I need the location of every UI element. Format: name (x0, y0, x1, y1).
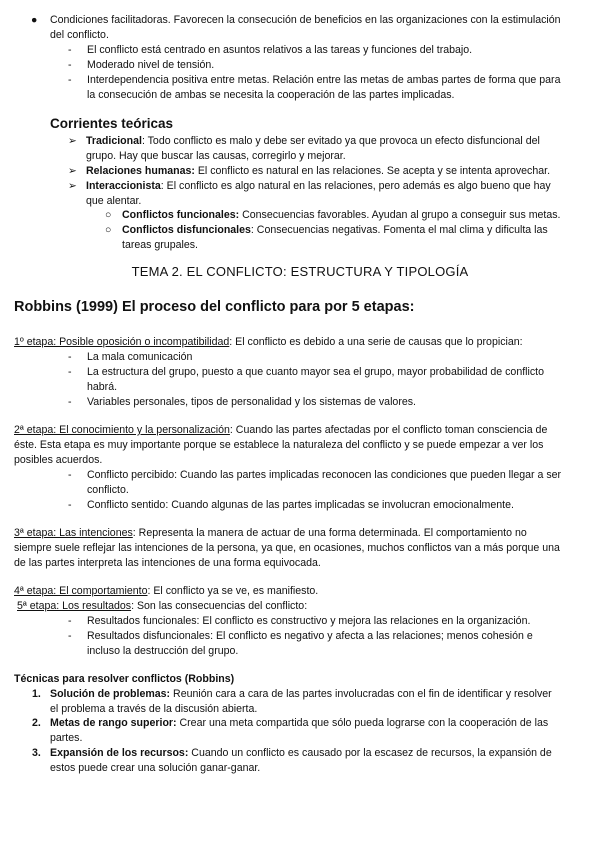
section-heading: Técnicas para resolver conflictos (Robbins) (14, 673, 235, 685)
paragraph-line (14, 526, 527, 541)
list-item (122, 208, 560, 223)
list-item: Conflicto sentido: Cuando algunas de las partes implicadas se involucran emocionalmente. (87, 499, 514, 511)
list-item: Resultados funcionales: El conflicto es constructivo y mejora las relaciones en la organización. (87, 615, 531, 627)
circle-icon: ○ (105, 224, 112, 236)
paragraph-line: del conflicto. (50, 29, 109, 41)
dash-icon: - (68, 59, 72, 71)
dash-icon: - (68, 366, 72, 378)
stage-label: 2ª etapa: El conocimiento y la personalización (14, 424, 230, 436)
dash-icon: - (68, 44, 72, 56)
dash-icon: - (68, 499, 72, 511)
list-number: 3. (32, 747, 41, 759)
term-label: Expansión de los recursos: (50, 747, 189, 759)
list-item: partes. (50, 732, 83, 744)
paragraph-line (14, 423, 547, 438)
stage-text: : El conflicto es debido a una serie de causas que lo propician: (229, 336, 523, 348)
stage-label: 3ª etapa: Las intenciones (14, 527, 133, 539)
list-item: Conflicto percibido: Cuando las partes implicadas reconocen las condiciones que pueden llegar a ser (87, 469, 562, 481)
list-item: grupo. Hay que buscar las causas, corregirlo y mejorar. (86, 150, 346, 162)
dash-icon: - (68, 630, 72, 642)
list-item (86, 134, 540, 149)
list-item: Resultados disfuncionales: El conflicto es negativo y afecta a las relaciones; menos cohesión e (87, 630, 533, 642)
term-label: Tradicional (86, 135, 142, 147)
list-item: conflicto. (87, 484, 129, 496)
paragraph-line (14, 584, 318, 599)
bullet-icon: ● (31, 14, 38, 26)
stage-text: : Representa la manera de actuar de una forma determinada. El comportamiento no (132, 527, 527, 539)
term-text: El conflicto es natural en las relaciones. Se acepta y se intenta aprovechar. (194, 165, 551, 177)
list-item: que alentar. (86, 195, 142, 207)
paragraph-line: Condiciones facilitadoras. Favorecen la consecución de beneficios en las organizaciones con la estimulación (50, 14, 561, 26)
list-item (86, 179, 551, 194)
term-label: Interaccionista (86, 180, 161, 192)
arrow-icon: ➢ (68, 165, 77, 177)
paragraph-line: de las partes interpreta las intenciones de una forma equivocada. (14, 557, 321, 569)
dash-icon: - (68, 396, 72, 408)
term-text: : Consecuencias negativas. Fomenta el mal clima y dificulta las (250, 224, 548, 236)
stage-label: 4ª etapa: El comportamiento (14, 585, 148, 597)
term-text: : El conflicto es algo natural en las relaciones, pero además es algo bueno que hay (160, 180, 551, 192)
stage-label: 5ª etapa: Los resultados (17, 600, 132, 612)
section-heading: Robbins (1999) El proceso del conflicto para por 5 etapas: (14, 299, 415, 315)
list-item: incluso la destrucción del grupo. (87, 645, 239, 657)
list-item: habrá. (87, 381, 118, 393)
term-text: Reunión cara a cara de las partes involucradas con el fin de identificar y resolver (170, 688, 552, 700)
dash-icon: - (68, 469, 72, 481)
term-label: Conflictos disfuncionales (122, 224, 251, 236)
arrow-icon: ➢ (68, 180, 77, 192)
list-item (50, 716, 548, 731)
stage-text: : Cuando las partes afectadas por el conflicto toman consciencia de (229, 424, 548, 436)
stage-label: 1º etapa: Posible oposición o incompatibilidad (14, 336, 230, 348)
list-item: Moderado nivel de tensión. (87, 59, 215, 71)
term-label: Solución de problemas: (50, 688, 171, 700)
term-text: : Todo conflicto es malo y debe ser evitado ya que provoca un efecto disfuncional del (141, 135, 540, 147)
list-item: tareas grupales. (122, 239, 198, 251)
term-label: Metas de rango superior: (50, 717, 177, 729)
dash-icon: - (68, 615, 72, 627)
paragraph-line: siempre suele reflejar las intenciones de la persona, ya que, en ocasiones, muchos conflictos van a más porque una (14, 542, 560, 554)
list-number: 1. (32, 688, 41, 700)
dash-icon: - (68, 74, 72, 86)
circle-icon: ○ (105, 209, 112, 221)
term-label: Relaciones humanas: (86, 165, 195, 177)
term-text: Cuando un conflicto es causado por la escasez de recursos, la expansión de (188, 747, 552, 759)
list-item (50, 746, 552, 761)
paragraph-line (14, 335, 523, 350)
arrow-icon: ➢ (68, 135, 77, 147)
chapter-title: TEMA 2. EL CONFLICTO: ESTRUCTURA Y TIPOLOGÍA (131, 264, 469, 279)
list-item: la consecución de ambas se necesita la cooperación de las partes implicadas. (87, 89, 455, 101)
list-number: 2. (32, 717, 41, 729)
list-item: estos puede crear una solución ganar-ganar. (50, 762, 261, 774)
term-text: Crear una meta compartida que sólo pueda lograrse con la cooperación de las (176, 717, 549, 729)
dash-icon: - (68, 351, 72, 363)
section-heading: Corrientes teóricas (50, 116, 174, 131)
list-item: La mala comunicación (87, 351, 193, 363)
list-item (122, 223, 548, 238)
list-item: El conflicto está centrado en asuntos relativos a las tareas y funciones del trabajo. (87, 44, 473, 56)
stage-text: : Son las consecuencias del conflicto: (131, 600, 308, 612)
term-label: Conflictos funcionales: (122, 209, 240, 221)
list-item: Variables personales, tipos de personalidad y los sistemas de valores. (87, 396, 416, 408)
term-text: Consecuencias favorables. Ayudan al grupo a conseguir sus metas. (239, 209, 561, 221)
stage-text: : El conflicto ya se ve, es manifiesto. (147, 585, 319, 597)
list-item: La estructura del grupo, puesto a que cuanto mayor sea el grupo, mayor probabilidad de conflicto (87, 366, 544, 378)
list-item (86, 164, 550, 179)
paragraph-line: éste. Esta etapa es muy importante porque se establece la naturaleza del conflicto y se puede empezar a ver los (14, 439, 544, 451)
list-item: el problema a través de la discusión abierta. (50, 703, 258, 715)
paragraph-line (17, 599, 307, 614)
list-item: Interdependencia positiva entre metas. Relación entre las metas de ambas partes de forma que para (87, 74, 561, 86)
paragraph-line: posibles acuerdos. (14, 454, 103, 466)
list-item (50, 687, 552, 702)
